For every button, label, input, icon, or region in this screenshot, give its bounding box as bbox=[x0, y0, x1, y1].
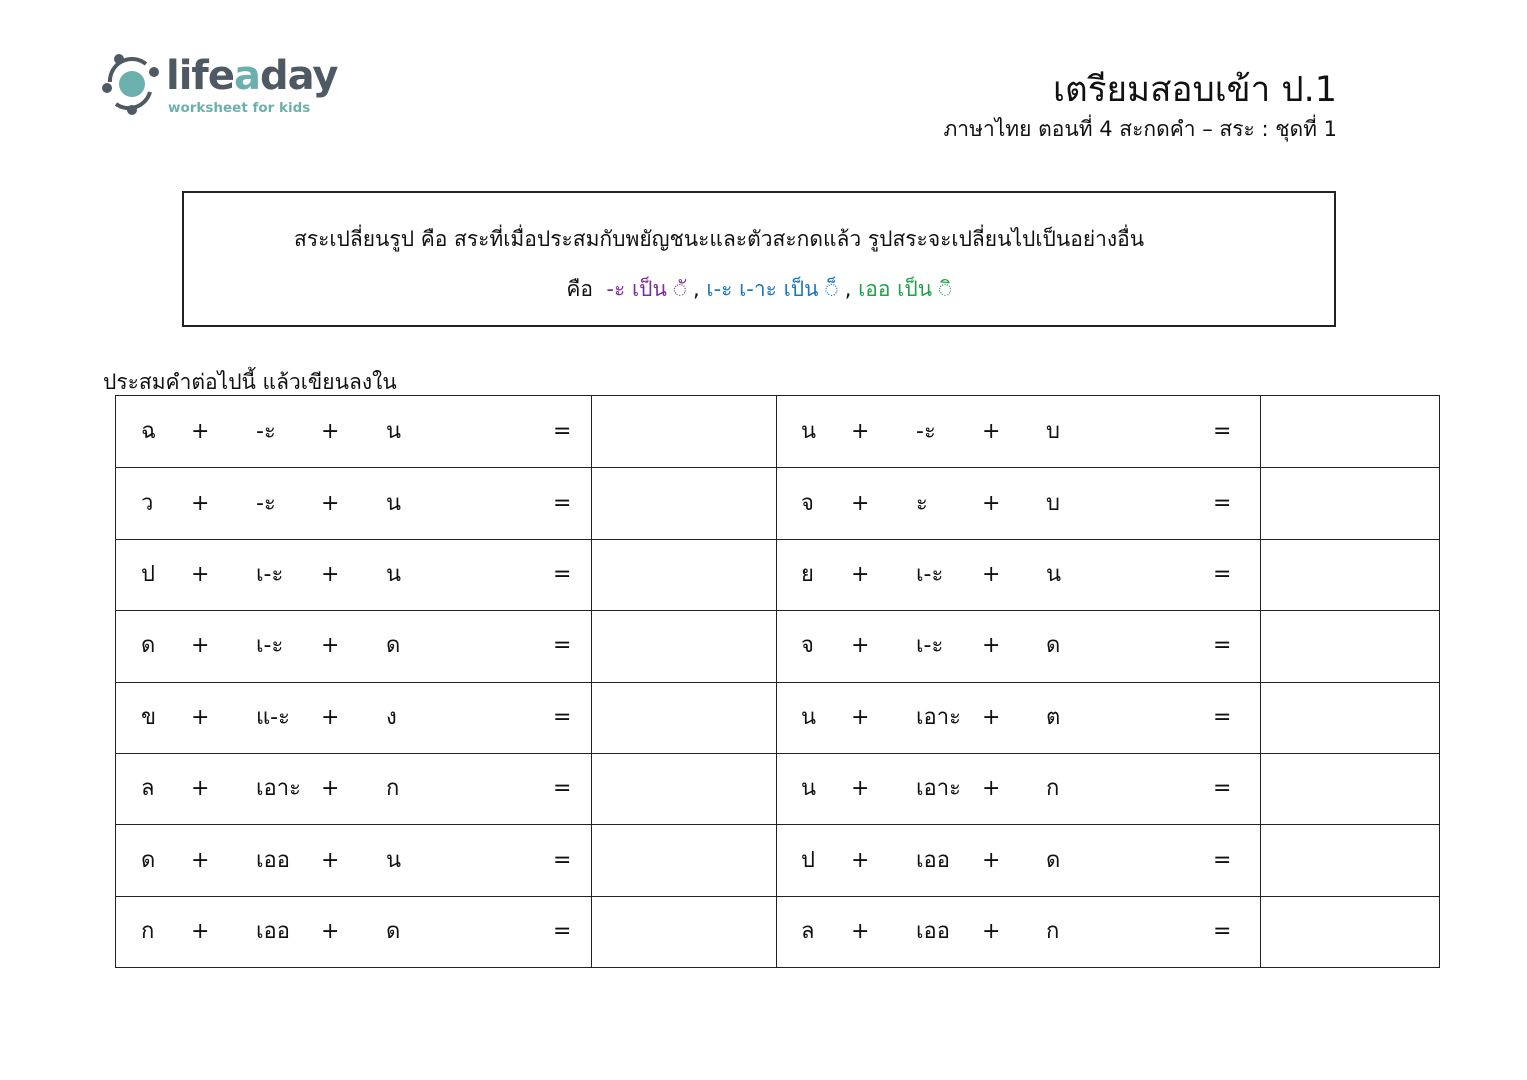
final-consonant: น bbox=[1046, 562, 1062, 588]
consonant: ก bbox=[141, 918, 155, 944]
plus-sign: + bbox=[851, 633, 870, 659]
plus-sign: + bbox=[321, 847, 340, 873]
final-consonant: บ bbox=[1046, 418, 1060, 444]
plus-sign: + bbox=[191, 847, 210, 873]
equals-sign: = bbox=[1213, 562, 1232, 588]
vowel: เ-ะ bbox=[916, 633, 944, 659]
final-consonant: ด bbox=[1046, 633, 1061, 659]
consonant: จ bbox=[801, 490, 814, 516]
answer-box[interactable] bbox=[593, 611, 775, 682]
final-consonant: น bbox=[386, 562, 402, 588]
plus-sign: + bbox=[851, 918, 870, 944]
rule-info-box bbox=[182, 191, 1336, 327]
plus-sign: + bbox=[982, 418, 1001, 444]
table-row bbox=[116, 753, 1439, 825]
vowel: เ-ะ bbox=[916, 562, 944, 588]
equals-sign: = bbox=[553, 776, 572, 802]
vowel: เออ bbox=[256, 847, 290, 873]
plus-sign: + bbox=[191, 776, 210, 802]
consonant: ข bbox=[141, 704, 157, 730]
vowel: เออ bbox=[256, 918, 290, 944]
vowel: -ะ bbox=[916, 418, 936, 444]
answer-box[interactable] bbox=[593, 897, 775, 968]
answer-box[interactable] bbox=[1262, 683, 1440, 754]
plus-sign: + bbox=[321, 704, 340, 730]
plus-sign: + bbox=[851, 490, 870, 516]
final-consonant: ก bbox=[1046, 918, 1060, 944]
plus-sign: + bbox=[321, 918, 340, 944]
table-row bbox=[116, 824, 1439, 896]
answer-box[interactable] bbox=[1262, 468, 1440, 539]
plus-sign: + bbox=[851, 418, 870, 444]
logo-wordmark: lifeaday bbox=[166, 53, 338, 99]
table-row bbox=[116, 610, 1439, 682]
consonant: ด bbox=[141, 847, 156, 873]
rule-sara-oe: เออ เป็น ◌ิ bbox=[858, 277, 952, 301]
page-title: เตรียมสอบเข้า ป.1 bbox=[1053, 70, 1337, 110]
answer-box[interactable] bbox=[1262, 611, 1440, 682]
equals-sign: = bbox=[1213, 918, 1232, 944]
plus-sign: + bbox=[191, 918, 210, 944]
plus-sign: + bbox=[982, 918, 1001, 944]
instruction-text: ประสมคำต่อไปนี้ แล้วเขียนลงใน bbox=[103, 370, 397, 394]
equals-sign: = bbox=[553, 418, 572, 444]
consonant: น bbox=[801, 418, 817, 444]
rule-sara-a: -ะ เป็น ◌ั bbox=[606, 277, 687, 301]
consonant: ด bbox=[141, 633, 156, 659]
consonant: จ bbox=[801, 633, 814, 659]
equals-sign: = bbox=[553, 562, 572, 588]
vowel: เ-ะ bbox=[256, 633, 284, 659]
equals-sign: = bbox=[553, 847, 572, 873]
plus-sign: + bbox=[321, 776, 340, 802]
vowel: เอาะ bbox=[916, 776, 961, 802]
answer-box[interactable] bbox=[1262, 897, 1440, 968]
vowel: ะ bbox=[916, 490, 928, 516]
plus-sign: + bbox=[982, 633, 1001, 659]
consonant: ย bbox=[801, 562, 814, 588]
table-row bbox=[116, 467, 1439, 539]
table-row bbox=[116, 682, 1439, 754]
rule-comma: , bbox=[844, 277, 852, 301]
plus-sign: + bbox=[191, 633, 210, 659]
plus-sign: + bbox=[851, 562, 870, 588]
vowel: แ-ะ bbox=[256, 704, 290, 730]
molecule-logo-icon bbox=[102, 52, 162, 116]
plus-sign: + bbox=[321, 418, 340, 444]
consonant: ฉ bbox=[141, 418, 156, 444]
page-subtitle: ภาษาไทย ตอนที่ 4 สะกดคำ – สระ : ชุดที่ 1 bbox=[943, 117, 1337, 141]
table-row bbox=[116, 396, 1439, 468]
equals-sign: = bbox=[1213, 776, 1232, 802]
plus-sign: + bbox=[191, 490, 210, 516]
rule-examples bbox=[184, 273, 1334, 306]
final-consonant: ต bbox=[1046, 704, 1061, 730]
consonant: ป bbox=[801, 847, 815, 873]
vowel: เ-ะ bbox=[256, 562, 284, 588]
plus-sign: + bbox=[321, 490, 340, 516]
final-consonant: น bbox=[386, 418, 402, 444]
answer-box[interactable] bbox=[593, 754, 775, 825]
answer-box[interactable] bbox=[1262, 825, 1440, 896]
consonant: น bbox=[801, 704, 817, 730]
equals-sign: = bbox=[1213, 418, 1232, 444]
plus-sign: + bbox=[191, 418, 210, 444]
answer-box[interactable] bbox=[593, 468, 775, 539]
table-row bbox=[116, 539, 1439, 611]
rule-comma: , bbox=[693, 277, 700, 301]
plus-sign: + bbox=[321, 633, 340, 659]
final-consonant: น bbox=[386, 847, 402, 873]
rule-sara-e: เ-ะ เ-าะ เป็น ◌็ bbox=[706, 277, 839, 301]
equals-sign: = bbox=[1213, 847, 1232, 873]
logo-tagline: worksheet for kids bbox=[168, 100, 311, 116]
plus-sign: + bbox=[982, 704, 1001, 730]
equals-sign: = bbox=[553, 918, 572, 944]
rule-prefix: คือ bbox=[566, 277, 594, 301]
plus-sign: + bbox=[191, 562, 210, 588]
consonant: ล bbox=[801, 918, 815, 944]
consonant: ล bbox=[141, 776, 155, 802]
vowel: เออ bbox=[916, 918, 950, 944]
plus-sign: + bbox=[321, 562, 340, 588]
table-row bbox=[116, 896, 1439, 968]
logo bbox=[102, 52, 342, 122]
equals-sign: = bbox=[553, 490, 572, 516]
plus-sign: + bbox=[982, 776, 1001, 802]
answer-box[interactable] bbox=[593, 396, 775, 468]
vowel: เออ bbox=[916, 847, 950, 873]
plus-sign: + bbox=[851, 704, 870, 730]
answer-box[interactable] bbox=[1262, 396, 1440, 468]
equals-sign: = bbox=[1213, 490, 1232, 516]
answer-box[interactable] bbox=[1262, 540, 1440, 611]
final-consonant: ง bbox=[386, 704, 397, 730]
exercise-table bbox=[115, 395, 1440, 968]
plus-sign: + bbox=[851, 776, 870, 802]
equals-sign: = bbox=[553, 633, 572, 659]
plus-sign: + bbox=[851, 847, 870, 873]
equals-sign: = bbox=[1213, 633, 1232, 659]
vowel: เอาะ bbox=[256, 776, 301, 802]
plus-sign: + bbox=[982, 562, 1001, 588]
final-consonant: ก bbox=[1046, 776, 1060, 802]
equals-sign: = bbox=[1213, 704, 1232, 730]
final-consonant: ก bbox=[386, 776, 400, 802]
consonant: น bbox=[801, 776, 817, 802]
consonant: ว bbox=[141, 490, 154, 516]
vowel: เอาะ bbox=[916, 704, 961, 730]
plus-sign: + bbox=[191, 704, 210, 730]
final-consonant: บ bbox=[1046, 490, 1060, 516]
vowel: -ะ bbox=[256, 418, 276, 444]
vowel: -ะ bbox=[256, 490, 276, 516]
final-consonant: น bbox=[386, 490, 402, 516]
final-consonant: ด bbox=[386, 633, 401, 659]
answer-box[interactable] bbox=[593, 825, 775, 896]
final-consonant: ด bbox=[386, 918, 401, 944]
equals-sign: = bbox=[553, 704, 572, 730]
rule-definition: สระเปลี่ยนรูป คือ สระที่เมื่อประสมกับพยัญชนะและตัวสะกดแล้ว รูปสระจะเปลี่ยนไปเป็นอย่างอื่น bbox=[294, 227, 1145, 251]
answer-box[interactable] bbox=[593, 683, 775, 754]
plus-sign: + bbox=[982, 847, 1001, 873]
answer-box[interactable] bbox=[593, 540, 775, 611]
consonant: ป bbox=[141, 562, 155, 588]
plus-sign: + bbox=[982, 490, 1001, 516]
final-consonant: ด bbox=[1046, 847, 1061, 873]
answer-box[interactable] bbox=[1262, 754, 1440, 825]
